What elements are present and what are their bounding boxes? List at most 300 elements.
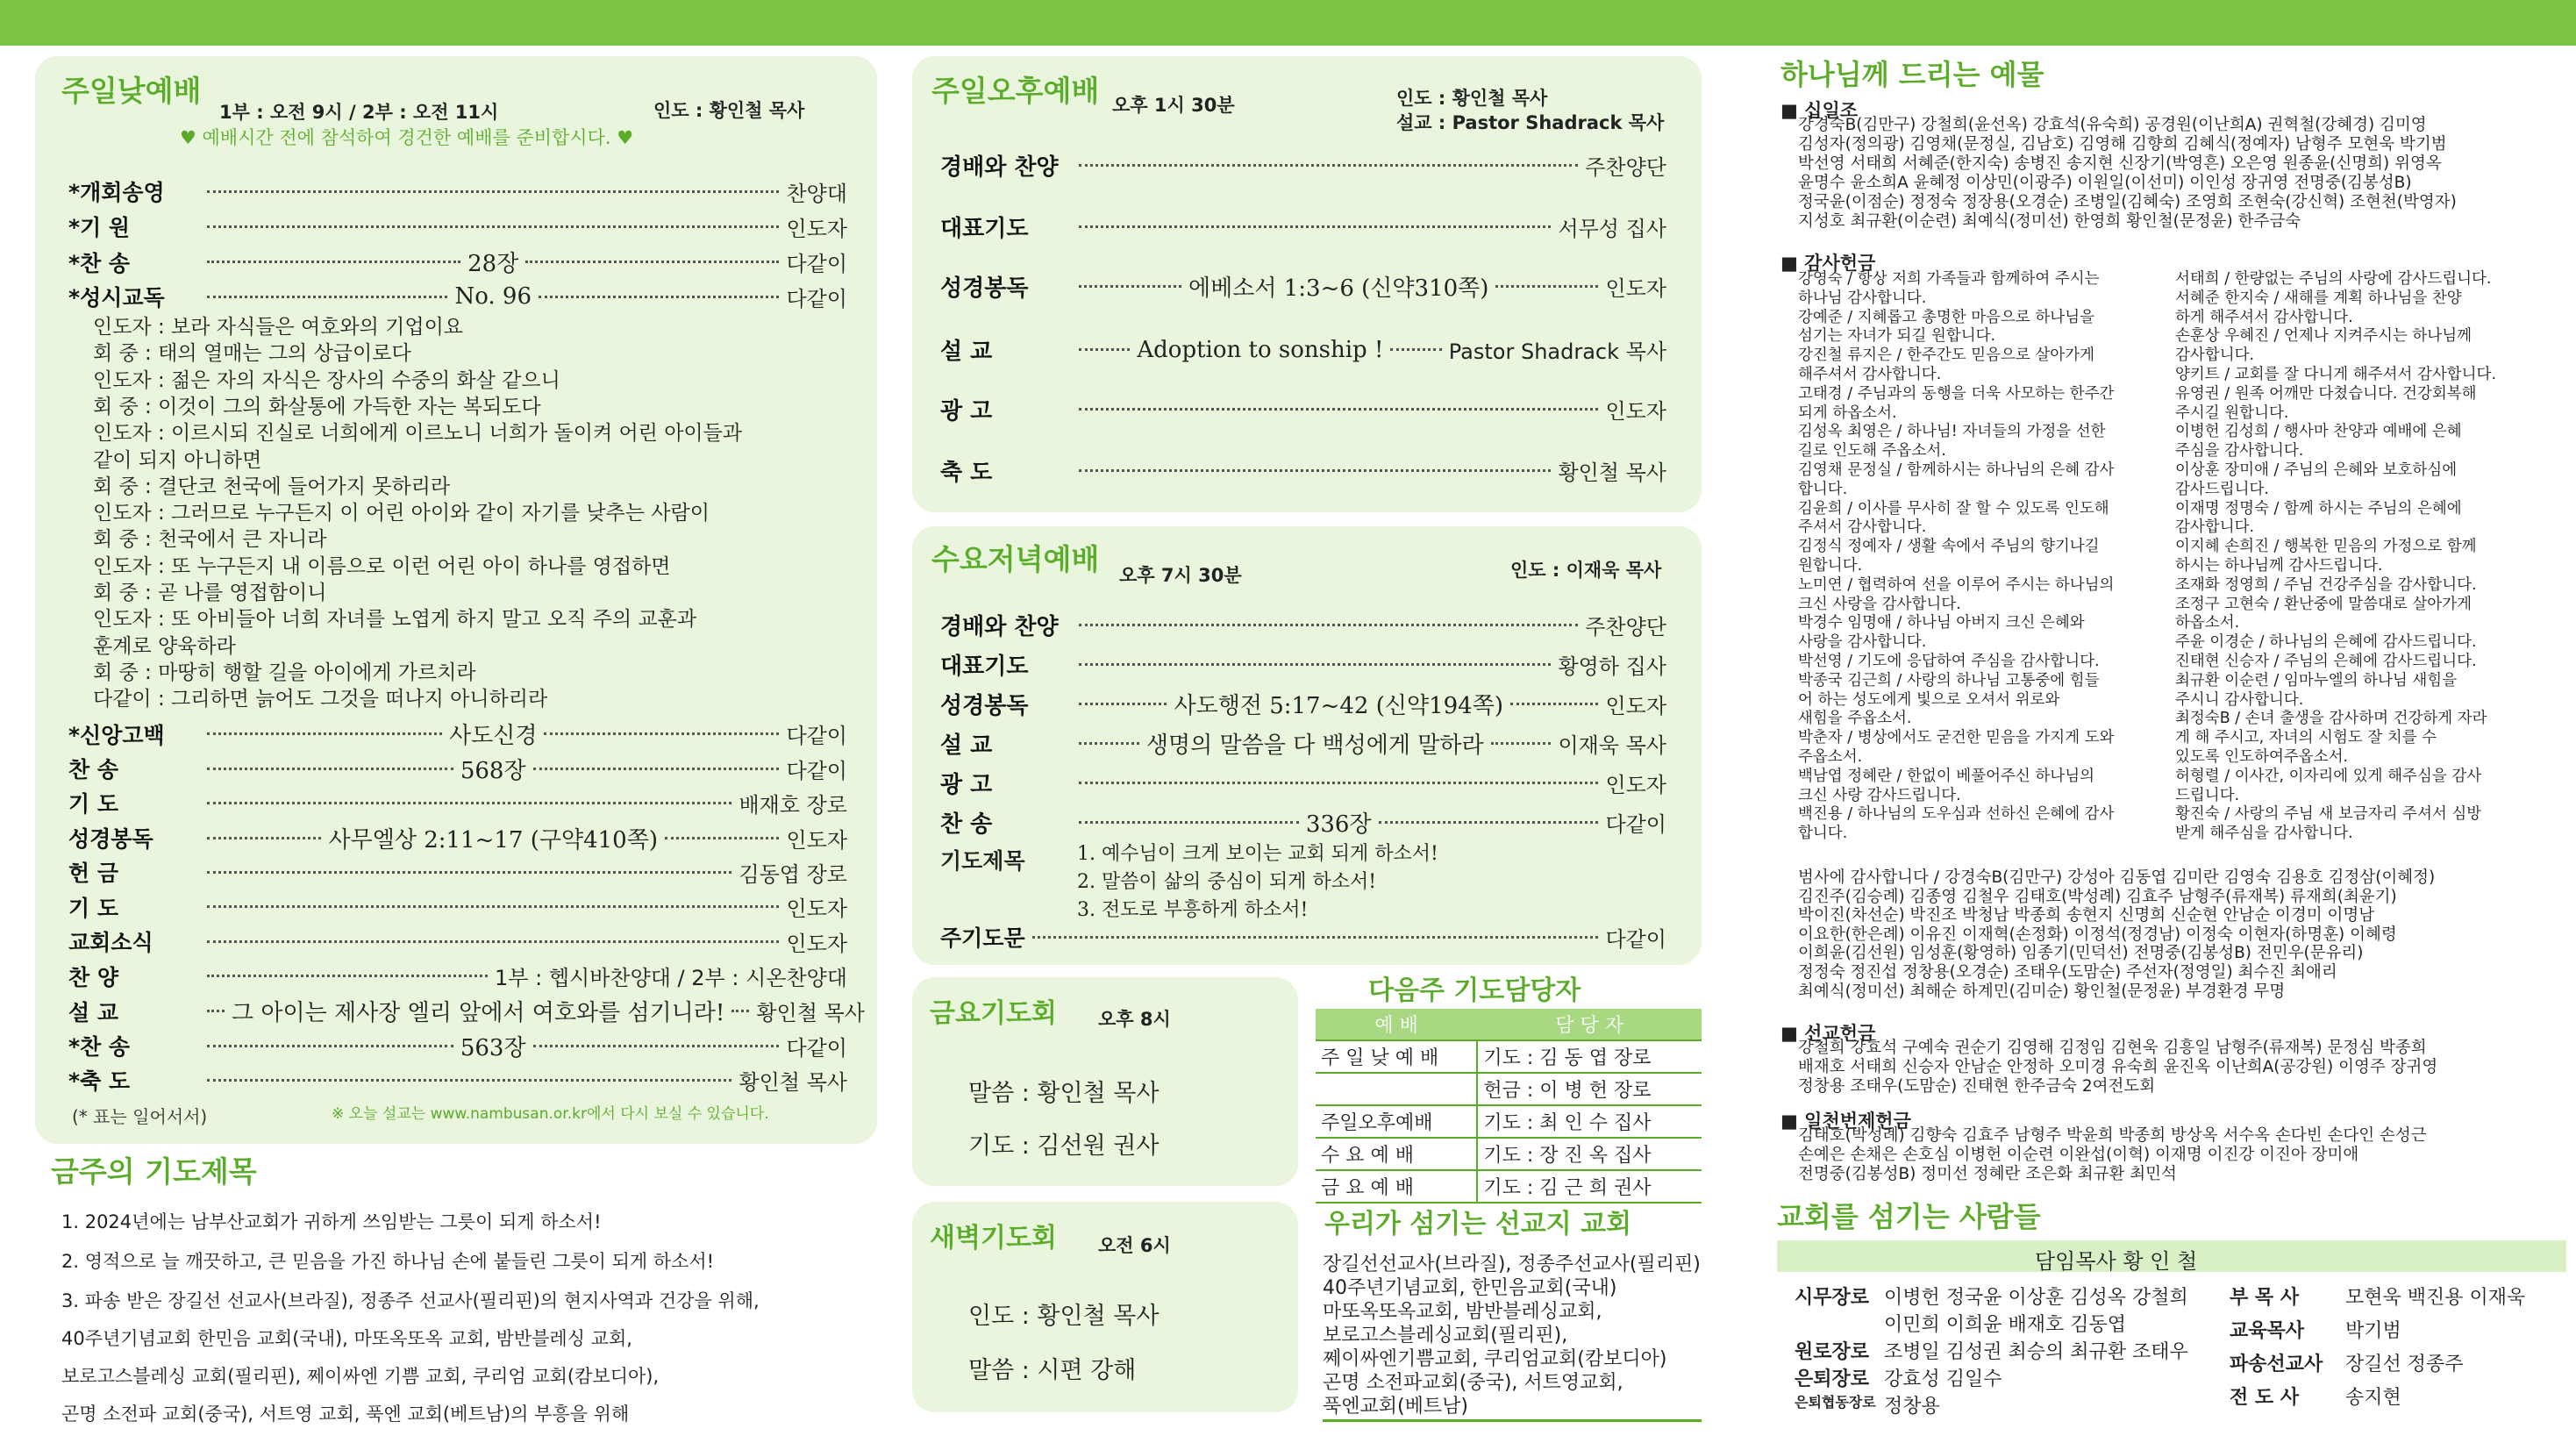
thanks-line: 하나님 감사합니다. — [1798, 289, 1927, 307]
mission-line: 40주년기념교회, 한민음교회(국내) — [1323, 1277, 1617, 1299]
leader-dots — [207, 261, 460, 263]
row-label: 성경봉독 — [68, 826, 153, 852]
prayer-topic: 3. 파송 받은 장길선 선교사(브라질), 정종주 선교사(필리핀)의 현지사역과 건강을 위해, — [61, 1290, 760, 1311]
row-label: 광 고 — [940, 398, 993, 425]
leader-dots — [207, 768, 453, 770]
row-right: 김동엽 장로 — [739, 861, 847, 887]
thanks-line: 이요한(한은례) 이유진 이재혁(손정화) 이정석(정경남) 이정숙 이현자(하명훈) 이혜령 — [1798, 925, 2397, 944]
wednesday-prayer-item: 1. 예수님이 크게 보이는 교회 되게 하소서! — [1077, 843, 1438, 865]
table-row — [1316, 1105, 1702, 1138]
thanks-title: 감사헌금 — [1804, 253, 1876, 274]
thanks-line: 양키트 / 교회를 잘 다니게 해주셔서 감사합니다. — [2175, 365, 2497, 383]
table-cell — [1316, 1073, 1477, 1105]
thanks-line: 크신 사랑 감사드립니다. — [1798, 786, 1961, 804]
responsive-line: 회 중 : 곧 나를 영접함이니 — [93, 582, 327, 604]
leader-dots — [1079, 742, 1139, 745]
mission-offering-list — [1798, 1039, 2437, 1097]
service-row — [68, 281, 847, 312]
service-row — [940, 454, 1666, 487]
thanks-line: 최정숙B / 손녀 출생을 감사하며 건강하게 자라 — [2175, 710, 2487, 728]
leader-dots — [1079, 782, 1598, 784]
service-row — [940, 333, 1666, 366]
table-cell: 헌금 : 이 병 헌 장로 — [1477, 1073, 1702, 1105]
thanks-line: 유영권 / 원족 어깨만 다쳤습니다. 건강회복해 — [2175, 384, 2477, 403]
leader-dots — [1079, 408, 1598, 411]
thanks-line: 조정구 고현숙 / 환난중에 말씀대로 살아가게 — [2175, 595, 2472, 613]
thanks-line: 합니다. — [1798, 825, 1848, 843]
mission-line: 곤명 소전파교회(중국), 서트영교회, — [1323, 1372, 1623, 1394]
prayer-topics-title: 금주의 기도제목 — [51, 1154, 257, 1189]
wednesday-prayer-item: 3. 전도로 부흥하게 하소서! — [1077, 899, 1309, 921]
responsive-line: 다같이 : 그리하면 늙어도 그것을 떠나지 아니하리라 — [93, 688, 548, 711]
thanks-line: 되게 하옵소서. — [1798, 404, 1897, 422]
row-content: 568장 — [460, 757, 526, 784]
mission-line: 푹엔교회(베트남) — [1323, 1396, 1468, 1418]
row-right: 인도자 — [1605, 694, 1667, 718]
row-label: 기 도 — [68, 895, 119, 921]
table-cell: 기도 : 김 근 희 권사 — [1477, 1170, 1702, 1203]
row-content: No. 96 — [454, 283, 532, 310]
row-label: *축 도 — [68, 1068, 131, 1094]
row-label: *찬 송 — [68, 250, 131, 276]
service-row — [68, 822, 847, 854]
thanks-line: 원합니다. — [1798, 556, 1863, 575]
standing-note: (* 표는 일어서서) — [72, 1106, 208, 1127]
service-row — [68, 995, 865, 1027]
row-right: 배재호 장로 — [739, 792, 847, 818]
dawn-time: 오전 6시 — [1098, 1235, 1171, 1256]
row-right: 인도자 — [1605, 399, 1666, 424]
thanks-line: 게 해 주시고, 자녀의 시험도 잘 치를 수 — [2175, 729, 2437, 747]
leader-dots — [1079, 703, 1167, 705]
table-header-cell: 예 배 — [1316, 1009, 1477, 1040]
row-content: 그 아이는 제사장 엘리 앞에서 여호와를 섬기니라! — [232, 1000, 725, 1026]
thanks-line: 진태현 신승자 / 주님의 은혜에 감사드립니다. — [2175, 652, 2477, 670]
mission-line: 쩨이싸엔기쁨교회, 쿠리엄교회(캄보디아) — [1323, 1348, 1667, 1370]
thanks-line: 강영숙 / 항상 저희 가족들과 함께하여 주시는 — [1798, 270, 2100, 288]
leader-dots — [207, 296, 447, 298]
leader-dots — [207, 1079, 731, 1082]
service-row — [940, 648, 1666, 681]
table-cell: 기도 : 최 인 수 집사 — [1477, 1105, 1702, 1138]
top-stripe — [0, 0, 2576, 46]
row-right: 주찬양단 — [1585, 155, 1666, 180]
row-label: 경배와 찬양 — [940, 614, 1059, 640]
row-label: 광 고 — [940, 772, 993, 798]
thanks-left-list — [1798, 270, 2114, 844]
responsive-line: 회 중 : 마땅히 행할 길을 아이에게 가르치라 — [93, 661, 476, 684]
thanks-line: 감사합니다. — [2175, 518, 2255, 537]
onething-line: 손예은 손채은 손호심 이병헌 이순련 이완섭(이혁) 이재명 이진강 이진아 장미애 — [1798, 1146, 2359, 1164]
thanks-line: 김정식 정예자 / 생활 속에서 주님의 향기나길 — [1798, 538, 2100, 556]
servers-head: 담임목사 황 인 철 — [2035, 1249, 2198, 1274]
thanks-line: 어 하는 성도에게 빛으로 오셔서 위로와 — [1798, 690, 2060, 709]
server-role: 원로장로 — [1795, 1341, 1870, 1363]
service-row — [940, 211, 1666, 243]
row-label: 성경봉독 — [940, 275, 1029, 302]
server-names: 장길선 정종주 — [2345, 1354, 2464, 1375]
row-content: 사무엘상 2:11~17 (구약410쪽) — [328, 826, 658, 854]
table-row — [1316, 1138, 1702, 1170]
row-right: 황인철 목사 — [1558, 461, 1666, 485]
tithe-line: 지성호 최규환(이순련) 최예식(정미선) 한영희 황인철(문정윤) 한주금숙 — [1798, 212, 2301, 231]
leader-dots — [207, 871, 731, 874]
table-header-row — [1316, 1009, 1702, 1040]
onething-line: 전명중(김봉성B) 정미선 정혜란 조은화 최규환 최민석 — [1798, 1165, 2177, 1183]
next-week-title: 다음주 기도담당자 — [1368, 975, 1581, 1006]
tithe-list — [1798, 116, 2457, 232]
table-row — [1316, 1170, 1702, 1203]
sunday-morning-title: 주일낮예배 — [61, 74, 202, 108]
leader-dots — [1390, 348, 1441, 351]
onething-heading: ■ 일천번제헌금 — [1780, 1111, 1911, 1132]
friday-time: 오후 8시 — [1098, 1009, 1171, 1030]
row-right: 인도자 — [786, 216, 847, 241]
thanks-line: 섬기는 자녀가 되길 원합니다. — [1798, 327, 1996, 346]
server-role: 시무장로 — [1795, 1287, 1870, 1309]
service-row — [940, 270, 1666, 303]
thanks-line: 감사드립니다. — [2175, 480, 2269, 498]
lords-prayer-row — [940, 921, 1666, 953]
thanks-line: 하시는 하나님께 감사드립니다. — [2175, 556, 2383, 575]
thanks-line: 고태경 / 주님과의 동행을 더욱 사모하는 한주간 — [1798, 384, 2115, 403]
row-right: 인도자 — [786, 931, 847, 956]
dawn-title: 새벽기도회 — [930, 1223, 1057, 1254]
responsive-line: 같이 되지 아니하면 — [93, 448, 262, 472]
row-label: *신앙고백 — [68, 722, 165, 748]
sunday-afternoon-preacher: 설교 : Pastor Shadrack 목사 — [1396, 112, 1665, 133]
row-label: 기 도 — [68, 791, 119, 817]
row-right: 찬양대 — [786, 181, 847, 206]
server-names: 강효성 김일수 — [1884, 1368, 2002, 1390]
service-row — [68, 753, 847, 785]
sunday-morning-times: 1부 : 오전 9시 / 2부 : 오전 11시 — [219, 102, 499, 123]
service-row — [940, 688, 1666, 720]
row-right: 다같이 — [786, 758, 847, 783]
tithe-title: 십일조 — [1804, 100, 1859, 121]
server-role: 은퇴협동장로 — [1795, 1394, 1876, 1411]
row-content: 사도행전 5:17~42 (신약194쪽) — [1174, 693, 1503, 719]
missions-title: 우리가 섬기는 선교지 교회 — [1324, 1209, 1632, 1239]
server-names: 박기범 — [2345, 1320, 2401, 1342]
thanks-line: 김성옥 최영은 / 하나님! 자녀들의 가정을 선한 — [1798, 423, 2106, 441]
prayer-topic: 2. 영적으로 늘 깨끗하고, 큰 믿음을 가진 하나님 손에 붙들린 그릇이 되게 하소서! — [61, 1251, 715, 1272]
thanks-line: 주셔서 감사합니다. — [1798, 518, 1927, 537]
table-cell: 금 요 예 배 — [1316, 1170, 1477, 1203]
leader-dots — [525, 261, 779, 263]
leader-dots — [1079, 225, 1551, 228]
service-row — [68, 961, 847, 992]
sunday-afternoon-time: 오후 1시 30분 — [1112, 95, 1235, 116]
leader-dots — [207, 837, 321, 839]
row-label: 교회소식 — [68, 930, 153, 955]
service-row — [68, 1030, 847, 1062]
thanks-line: 박선영 / 기도에 응답하여 주심을 감사합니다. — [1798, 652, 2100, 670]
service-row — [940, 393, 1666, 425]
missions-list — [1323, 1253, 1701, 1418]
row-content: 사도신경 — [448, 723, 538, 749]
leader-dots — [1510, 703, 1598, 705]
row-label: 설 교 — [940, 732, 993, 759]
row-right: 인도자 — [1605, 773, 1666, 797]
responsive-line: 인도자 : 보라 자식들은 여호와의 기업이요 — [93, 316, 464, 339]
row-label: 찬 송 — [940, 811, 993, 838]
table-cell: 주 일 낮 예 배 — [1316, 1040, 1477, 1073]
thanks-line: 받게 해주심을 감사합니다. — [2175, 825, 2353, 843]
thanks-line: 이재명 정명숙 / 함께 하시는 주님의 은혜에 — [2175, 499, 2462, 518]
row-label: 설 교 — [940, 339, 993, 365]
responsive-line: 회 중 : 천국에서 큰 자니라 — [93, 528, 327, 552]
tithe-line: 정국윤(이점순) 정정숙 정장용(오경순) 조병일(김혜숙) 조영희 조현숙(강신혁) 조현천(박영자) — [1798, 193, 2457, 211]
leader-dots — [1079, 348, 1130, 351]
thanks-line: 감사합니다. — [2175, 346, 2255, 365]
server-role: 부 목 사 — [2230, 1287, 2300, 1309]
friday-title: 금요기도회 — [930, 998, 1057, 1029]
row-content: 생명의 말씀을 다 백성에게 말하라 — [1145, 732, 1484, 759]
tithe-line: 김성자(정의광) 김영채(문정실, 김남호) 김영해 김향희 김혜식(정예자) 남형주 모현욱 박기범 — [1798, 135, 2447, 154]
leader-dots — [533, 768, 780, 770]
row-label: 찬 양 — [68, 964, 119, 990]
leader-dots — [1491, 742, 1552, 745]
thanks-line: 허형렬 / 이사간, 이자리에 있게 해주심을 감사 — [2175, 767, 2482, 785]
wednesday-time: 오후 7시 30분 — [1119, 565, 1242, 586]
leader-dots — [1079, 624, 1578, 626]
server-names: 이병헌 정국윤 이상훈 김성옥 강철희 — [1884, 1287, 2188, 1309]
service-row — [940, 767, 1666, 799]
thanks-line: 이지혜 손희진 / 행복한 믿음의 가정으로 함께 — [2175, 538, 2477, 556]
leader-dots — [207, 975, 488, 977]
service-row — [940, 727, 1666, 760]
leader-dots — [1079, 821, 1299, 824]
thanks-line: 이희윤(김선원) 임성훈(황영하) 임종기(민덕선) 전명중(김봉성B) 전민우(문유리) — [1798, 944, 2364, 963]
mission-offering-heading: ■ 선교헌금 — [1780, 1023, 1876, 1044]
thanks-line: 박이진(차선순) 박진조 박청남 박종희 송현지 신명희 신순현 안남순 이경미 이명남 — [1798, 906, 2375, 925]
responsive-line: 회 중 : 이것이 그의 화살통에 가득한 자는 복되도다 — [93, 395, 541, 418]
leader-dots — [207, 802, 731, 804]
service-row — [940, 806, 1666, 839]
row-right: 서무성 집사 — [1558, 217, 1666, 241]
leader-dots — [1079, 469, 1551, 472]
wednesday-title: 수요저녁예배 — [931, 542, 1100, 576]
row-label: 대표기도 — [940, 216, 1029, 242]
row-label: 성경봉독 — [940, 693, 1029, 719]
row-right: 1부 : 헵시바찬양대 / 2부 : 시온찬양대 — [495, 966, 847, 990]
thanks-line: 최예식(정미선) 최해순 하계민(김미순) 황인철(문정윤) 부경환경 무명 — [1798, 982, 2286, 1001]
responsive-line: 인도자 : 또 누구든지 내 이름으로 이런 어린 아이 하나를 영접하면 — [93, 554, 671, 578]
server-names: 송지현 — [2345, 1387, 2401, 1409]
onething-line: 김태호(박성례) 김향숙 김효주 남형주 박윤희 박종희 방상옥 서수옥 손다빈 손다인 손성근 — [1798, 1126, 2427, 1145]
leader-dots — [207, 190, 779, 193]
tithe-heading: ■ 십일조 — [1780, 100, 1859, 121]
wednesday-prayer-list — [1077, 840, 1438, 925]
server-role: 전 도 사 — [2230, 1387, 2300, 1409]
leader-dots — [207, 1010, 225, 1012]
mission-offering-title: 선교헌금 — [1804, 1023, 1876, 1044]
thanks-line: 하옵소서. — [2175, 614, 2240, 632]
thanks-line: 이상훈 장미애 / 주님의 은혜와 보호하심에 — [2175, 461, 2458, 479]
thanks-line: 황진숙 / 사랑의 주님 새 보금자리 주셔서 심방 — [2175, 805, 2482, 824]
onething-list — [1798, 1126, 2427, 1184]
tithe-line: 윤명수 윤소희A 윤혜정 이상민(이광주) 이원일(이선미) 이인성 장귀영 전명중(김봉성B) — [1798, 174, 2412, 192]
friday-word: 말씀 : 황인철 목사 — [968, 1080, 1160, 1107]
row-content: 에베소서 1:3~6 (신약310쪽) — [1188, 275, 1489, 302]
wednesday-prayer-label: 기도제목 — [940, 848, 1025, 874]
sunday-morning-notice: ♥ 예배시간 전에 참석하여 경건한 예배를 준비합시다. ♥ — [180, 127, 634, 148]
row-right: 다같이 — [786, 1035, 847, 1061]
thanks-line: 해주셔서 감사합니다. — [1798, 365, 1942, 383]
thanks-line: 사랑을 감사합니다. — [1798, 633, 1927, 652]
service-row — [68, 211, 847, 242]
thanks-line: 최규환 이순련 / 임마누엘의 하나님 새힘을 — [2175, 671, 2458, 689]
leader-dots — [1379, 821, 1599, 824]
responsive-line: 인도자 : 그러므로 누구든지 이 어린 아이와 같이 자기를 낮추는 사람이 — [93, 502, 710, 525]
sunday-afternoon-title: 주일오후예배 — [931, 74, 1100, 108]
thanks-line: 하게 해주셔서 감사합니다. — [2175, 308, 2353, 326]
responsive-line: 인도자 : 또 아비들아 너희 자녀를 노엽게 하지 말고 오직 주의 교훈과 — [93, 608, 697, 632]
row-label: 설 교 — [68, 999, 119, 1025]
service-row — [940, 609, 1666, 641]
responsive-line: 훈계로 양육하라 — [93, 634, 236, 658]
thanks-line: 주시길 원합니다. — [2175, 404, 2289, 422]
thanks-line: 김영채 문정실 / 함께하시는 하나님의 은혜 감사 — [1798, 461, 2115, 479]
server-names: 정창용 — [1884, 1396, 1940, 1418]
server-names: 모현욱 백진용 이재욱 — [2345, 1287, 2526, 1309]
thanks-right-list — [2175, 270, 2496, 844]
sunday-morning-leader: 인도 : 황인철 목사 — [653, 100, 805, 121]
thanks-line: 박경수 임명애 / 하나님 아버지 크신 은혜와 — [1798, 614, 2085, 632]
leader-dots — [533, 1045, 780, 1047]
thanks-line: 김윤희 / 이사를 무사히 잘 할 수 있도록 인도해 — [1798, 499, 2109, 518]
row-content: 28장 — [467, 251, 519, 277]
thanks-line: 정정숙 정진섭 정창용(오경순) 조태우(도맘순) 주선자(정영일) 최수진 최애리 — [1798, 962, 2337, 982]
leader-dots — [665, 837, 779, 839]
prayer-topic: 40주년기념교회 한민음 교회(국내), 마또옥또옥 교회, 밤반블레싱 교회, — [61, 1328, 632, 1349]
leader-dots — [544, 732, 779, 735]
mission-offering-line: 정창용 조태우(도맘순) 진태현 한주금숙 2여전도회 — [1798, 1077, 2156, 1096]
row-right: 다같이 — [1605, 926, 1666, 952]
row-content: 563장 — [460, 1034, 526, 1061]
mission-line: 보로고스블레싱교회(필리핀), — [1323, 1325, 1568, 1347]
thanks-line: 조재화 정영희 / 주님 건강주심을 감사합니다. — [2175, 575, 2477, 594]
thanks-line: 강진철 류지은 / 한주간도 믿음으로 살아가게 — [1798, 346, 2094, 365]
responsive-line: 회 중 : 결단코 천국에 들어가지 못하리라 — [93, 475, 451, 498]
thanks-line: 박종국 김근희 / 사랑의 하나님 고통중에 힘들 — [1798, 671, 2100, 689]
row-content: 336장 — [1305, 811, 1372, 838]
leader-dots — [207, 1045, 453, 1047]
row-right: 다같이 — [786, 724, 847, 748]
dawn-word: 말씀 : 시편 강해 — [968, 1357, 1137, 1384]
thanks-line: 백진용 / 하나님의 도우심과 선하신 은혜에 감사 — [1798, 805, 2115, 824]
missions-rule — [1323, 1419, 1702, 1422]
leader-dots — [1079, 164, 1578, 167]
thanks-line: 이병헌 김성희 / 행사마 찬양과 예배에 은혜 — [2175, 423, 2462, 441]
row-label: 주기도문 — [940, 925, 1025, 951]
service-row — [68, 925, 847, 957]
tithe-line: 박선영 서태희 서혜준(한지숙) 송병진 송지현 신장기(박영흔) 오은영 원종윤(신명희) 위영옥 — [1798, 154, 2442, 173]
server-role: 은퇴장로 — [1795, 1368, 1870, 1390]
thanks-line: 범사에 감사합니다 / 강경숙B(김만구) 강성아 김동엽 김미란 김영숙 김용호 김정삼(이혜정) — [1798, 868, 2436, 887]
table-row — [1316, 1073, 1702, 1105]
mission-offering-line: 강철희 강효석 구예숙 권순기 김영해 김정임 김현욱 김흥일 남형주(류재복) 문정심 박종희 — [1798, 1039, 2427, 1057]
row-right: 인도자 — [786, 897, 847, 921]
leader-dots — [207, 905, 779, 908]
service-row — [68, 246, 847, 278]
thanks-line: 노미연 / 협력하여 선을 이루어 주시는 하나님의 — [1798, 575, 2115, 594]
thanks-line: 있도록 인도하여주옵소서. — [2175, 747, 2349, 766]
row-right: 황인철 목사 — [739, 1069, 847, 1095]
row-right: 다같이 — [786, 286, 847, 311]
server-names: 조병일 김성권 최승의 최규환 조태우 — [1884, 1341, 2188, 1363]
next-week-grid — [1316, 1009, 1702, 1204]
table-cell: 주일오후예배 — [1316, 1105, 1477, 1138]
friday-prayer: 기도 : 김선원 권사 — [968, 1132, 1160, 1160]
thanks-line: 주옵소서. — [1798, 747, 1863, 766]
thanks-line: 주심을 감사합니다. — [2175, 442, 2304, 461]
row-label: *기 원 — [68, 215, 131, 240]
thanks-line: 백남엽 정혜란 / 한없이 베풀어주신 하나님의 — [1798, 767, 2094, 785]
thanks-heading: ■ 감사헌금 — [1780, 253, 1876, 274]
leader-dots — [1079, 285, 1181, 288]
row-content: Adoption to sonship ! — [1137, 336, 1384, 363]
mission-line: 마또옥또옥교회, 밤반블레싱교회, — [1323, 1301, 1602, 1323]
row-label: *개회송영 — [68, 180, 165, 205]
mission-line: 장길선선교사(브라질), 정종주선교사(필리핀) — [1323, 1254, 1701, 1275]
server-role: 파송선교사 — [2230, 1354, 2323, 1375]
thanks-line: 서혜준 한지숙 / 새해를 계획 하나님을 찬양 — [2175, 289, 2462, 307]
table-cell: 기도 : 김 동 엽 장로 — [1477, 1040, 1702, 1073]
thanks-line: 서태희 / 한량없는 주님의 사랑에 감사드립니다. — [2175, 270, 2492, 288]
row-right: Pastor Shadrack 목사 — [1448, 339, 1667, 364]
responsive-line: 회 중 : 태의 열매는 그의 상급이로다 — [93, 342, 411, 366]
thanks-line: 새힘을 주옵소서. — [1798, 710, 1912, 728]
thanks-line: 강예준 / 지혜롭고 총명한 마음으로 하나님을 — [1798, 308, 2094, 326]
thanks-line: 주윤 이경순 / 하나님의 은혜에 감사드립니다. — [2175, 633, 2477, 652]
dawn-leader: 인도 : 황인철 목사 — [968, 1303, 1160, 1330]
thanks-bottom-list — [1798, 868, 2435, 1001]
offerings-title: 하나님께 드리는 예물 — [1780, 58, 2044, 91]
server-names: 이민희 이희윤 배재호 김동엽 — [1884, 1314, 2127, 1336]
sunday-afternoon-leader: 인도 : 황인철 목사 — [1396, 88, 1548, 109]
responsive-line: 인도자 : 젊은 자의 자식은 장사의 수중의 화살 같으니 — [93, 368, 560, 392]
row-right: 인도자 — [786, 827, 848, 853]
row-label: *성시교독 — [68, 285, 165, 311]
server-role: 교육목사 — [2230, 1320, 2305, 1342]
row-label: 축 도 — [940, 460, 993, 486]
thanks-line: 주시니 감사합니다. — [2175, 690, 2304, 709]
thanks-line: 손훈상 우혜진 / 언제나 지켜주시는 하나님께 — [2175, 327, 2472, 346]
table-cell: 수 요 예 배 — [1316, 1138, 1477, 1170]
table-row — [1316, 1040, 1702, 1073]
service-row — [68, 175, 847, 207]
table-header-cell: 담 당 자 — [1477, 1009, 1702, 1040]
row-right: 황영하 집사 — [1558, 654, 1666, 679]
row-right: 주찬양단 — [1585, 615, 1666, 639]
onething-title: 일천번제헌금 — [1804, 1111, 1911, 1132]
leader-dots — [207, 940, 779, 943]
leader-dots — [539, 296, 779, 298]
row-right: 다같이 — [786, 252, 848, 276]
row-label: 대표기도 — [940, 654, 1029, 680]
thanks-line: 합니다. — [1798, 480, 1848, 498]
tithe-line: 강경숙B(김만구) 강철희(윤선옥) 강효석(유숙희) 공경원(이난희A) 권혁철(강혜경) 김미영 — [1798, 116, 2427, 134]
prayer-topics-list — [61, 1206, 760, 1431]
service-row — [940, 149, 1666, 182]
row-label: 헌 금 — [68, 861, 119, 886]
leader-dots — [207, 732, 442, 735]
prayer-topic: 곤명 소전파 교회(중국), 서트영 교회, 푹엔 교회(베트남)의 부흥을 위해 — [61, 1404, 630, 1425]
leader-dots — [1079, 663, 1551, 666]
thanks-line: 크신 사랑을 감사합니다. — [1798, 595, 1961, 613]
